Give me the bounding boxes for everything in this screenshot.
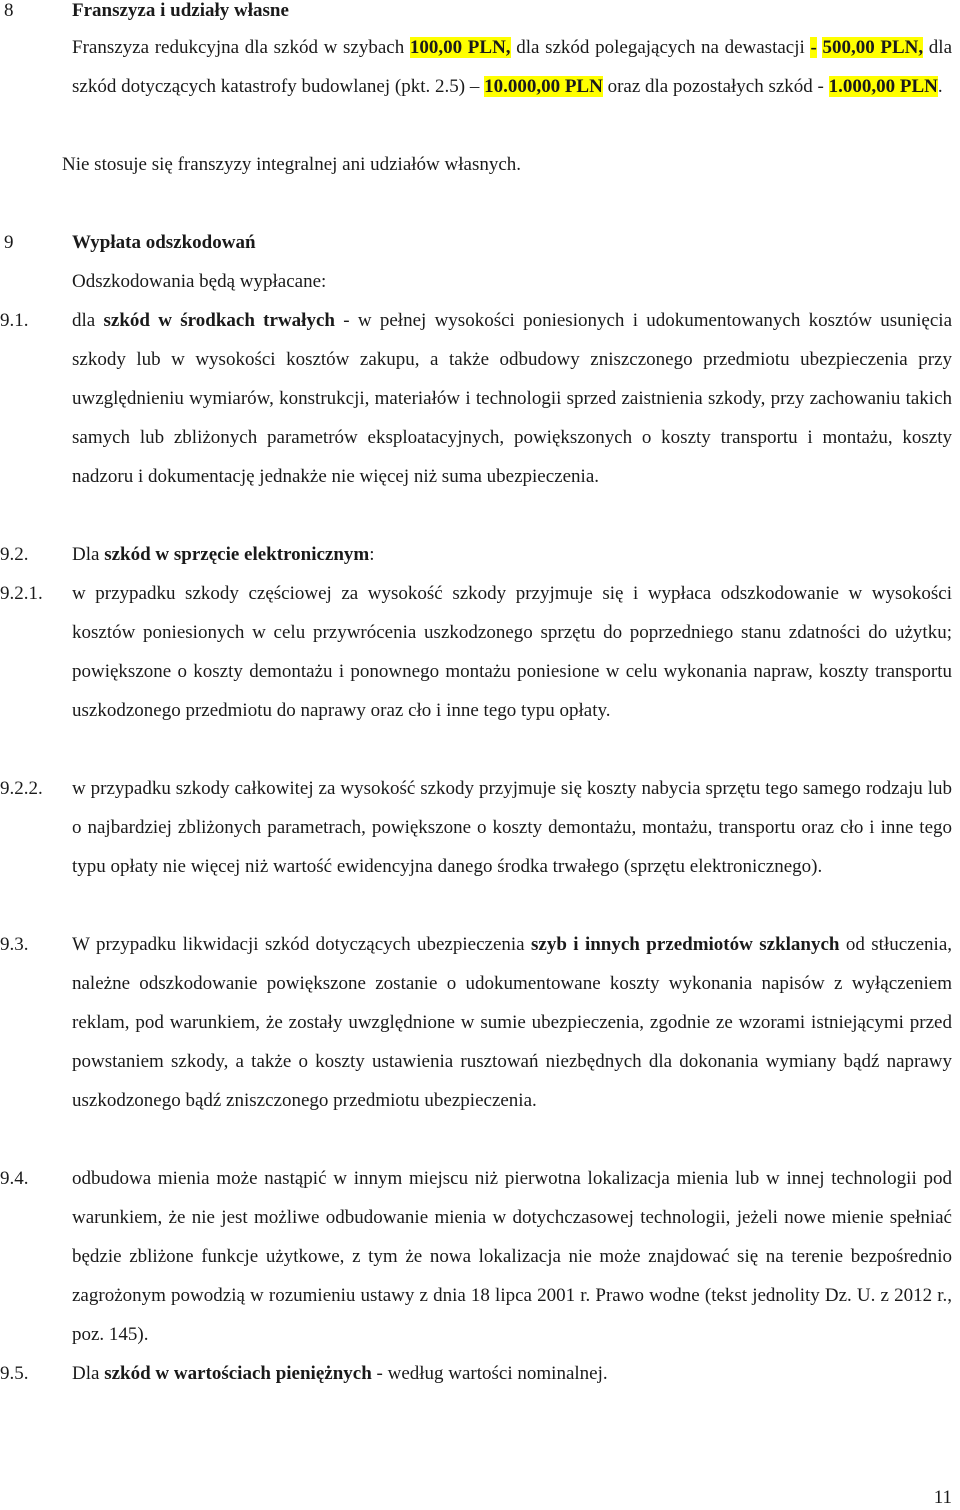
clause-text [72, 301, 952, 496]
clause-text [72, 535, 952, 574]
highlighted-amount: 10.000,00 PLN [484, 76, 603, 97]
section-number: 8 [4, 0, 14, 21]
text-run: Franszyza redukcyjna dla szkód w szybach [72, 37, 410, 58]
clause-number: 9.1. [0, 310, 29, 331]
clause-text [72, 1354, 952, 1393]
clause-number: 9.5. [0, 1363, 29, 1384]
bold-term: szyb i innych przedmiotów szklanych [531, 934, 840, 955]
bold-term: szkód w środkach trwałych [103, 310, 335, 331]
clause-text: w przypadku szkody częściowej za wysokość szkody przyjmuje się i wypłaca odszkodowanie w wysokości kosztów poniesionych w celu przywrócenia uszkodzonego sprzętu do poprzedniego stanu zdatności do użytku; powiększone o koszty demontażu i ponownego montażu poniesione w celu wykonania napraw, koszty transportu uszkodzonego przedmiotu do naprawy oraz cło i inne tego typu opłaty. [72, 583, 952, 721]
clause-text: odbudowa mienia może nastąpić w innym miejscu niż pierwotna lokalizacja mienia lub w innej technologii pod warunkiem, że nie jest możliwe odbudowanie mienia w dotychczasowej technologii, jeżeli nowe mienie spełniać będzie zbliżone funkcje użytkowe, z tym że nowa lokalizacja nie może znajdować się na terenie bezpośrednio zagrożonym powodzią w rozumieniu ustawy z dnia 18 lipca 2001 r. Prawo wodne (tekst jednolity Dz. U. z 2012 r., poz. 145). [72, 1168, 952, 1345]
paragraph-text: Odszkodowania będą wypłacane: [72, 271, 327, 292]
text-run: dla [72, 310, 104, 331]
text-run: oraz dla pozostałych szkód - [602, 76, 829, 97]
highlighted-amount: 1.000,00 PLN [828, 76, 938, 97]
text-run: - w pełnej wysokości poniesionych i udokumentowanych kosztów usunięcia szkody lub w wysokości kosztów zakupu, a także odbudowy zniszczonego przedmiotu ubezpieczenia przy uwzględnieniu wymiarów, konstrukcji, materiałów i technologii sprzed zaistnienia szkody, przy zachowaniu takich samych lub zbliżonych parametrów eksploatacyjnych, powiększonych o koszty transportu i montażu, koszty nadzoru i dokumentację jednakże nie więcej niż suma ubezpieczenia. [72, 310, 953, 487]
clause-text [72, 925, 952, 1120]
text-run: Dla [72, 1363, 105, 1384]
text-run: - według wartości nominalnej. [371, 1363, 608, 1384]
clause-number: 9.2. [0, 544, 29, 565]
clause-number: 9.4. [0, 1168, 29, 1189]
clause-number: 9.2.2. [0, 778, 43, 799]
text-run: : [369, 544, 375, 565]
highlighted-amount: - [810, 37, 817, 58]
highlighted-amount: 100,00 PLN, [409, 37, 511, 58]
clause-number: 9.2.1. [0, 583, 43, 604]
text-run: dla szkód dotyczących katastrofy budowlanej (pkt. 2.5) [72, 37, 953, 97]
text-run: . [937, 76, 943, 97]
clause-text: w przypadku szkody całkowitej za wysokość szkody przyjmuje się koszty nabycia sprzętu tego samego rodzaju lub o najbardziej zbliżonych parametrach, powiększone o koszty demontażu, montażu, transportu oraz cło i inne tego typu opłaty nie więcej niż wartość ewidencyjna danego środka trwałego (sprzętu elektronicznego). [72, 778, 952, 877]
clause-number: 9.3. [0, 934, 29, 955]
text-run: Dla [72, 544, 105, 565]
paragraph-text: Nie stosuje się franszyzy integralnej ani udziałów własnych. [62, 154, 522, 175]
bold-term: szkód w sprzęcie elektronicznym [104, 544, 370, 565]
section-number: 9 [4, 232, 14, 253]
section-title: Wypłata odszkodowań [72, 232, 256, 253]
section-title: Franszyza i udziały własne [72, 0, 289, 21]
page-number: 11 [933, 1487, 952, 1508]
text-run: – [469, 76, 480, 97]
text-run: W przypadku likwidacji szkód dotyczących ubezpieczenia [72, 934, 531, 955]
text-run: dla szkód polegających na dewastacji [510, 37, 811, 58]
highlighted-amount: 500,00 PLN, [822, 37, 924, 58]
bold-term: szkód w wartościach pieniężnych [104, 1363, 372, 1384]
text-run: od stłuczenia, należne odszkodowanie powiększone zostanie o udokumentowane koszty wykonania napisów z wyłączeniem reklam, pod warunkiem, że zostały uwzględnione w sumie ubezpieczenia, zgodnie ze wzorami istniejącymi przed powstaniem szkody, a także o koszty ustawienia rusztowań niezbędnych dla dokonania wymiany bądź naprawy uszkodzonego bądź zniszczonego przedmiotu ubezpieczenia. [72, 934, 952, 1111]
paragraph-text [72, 28, 952, 106]
